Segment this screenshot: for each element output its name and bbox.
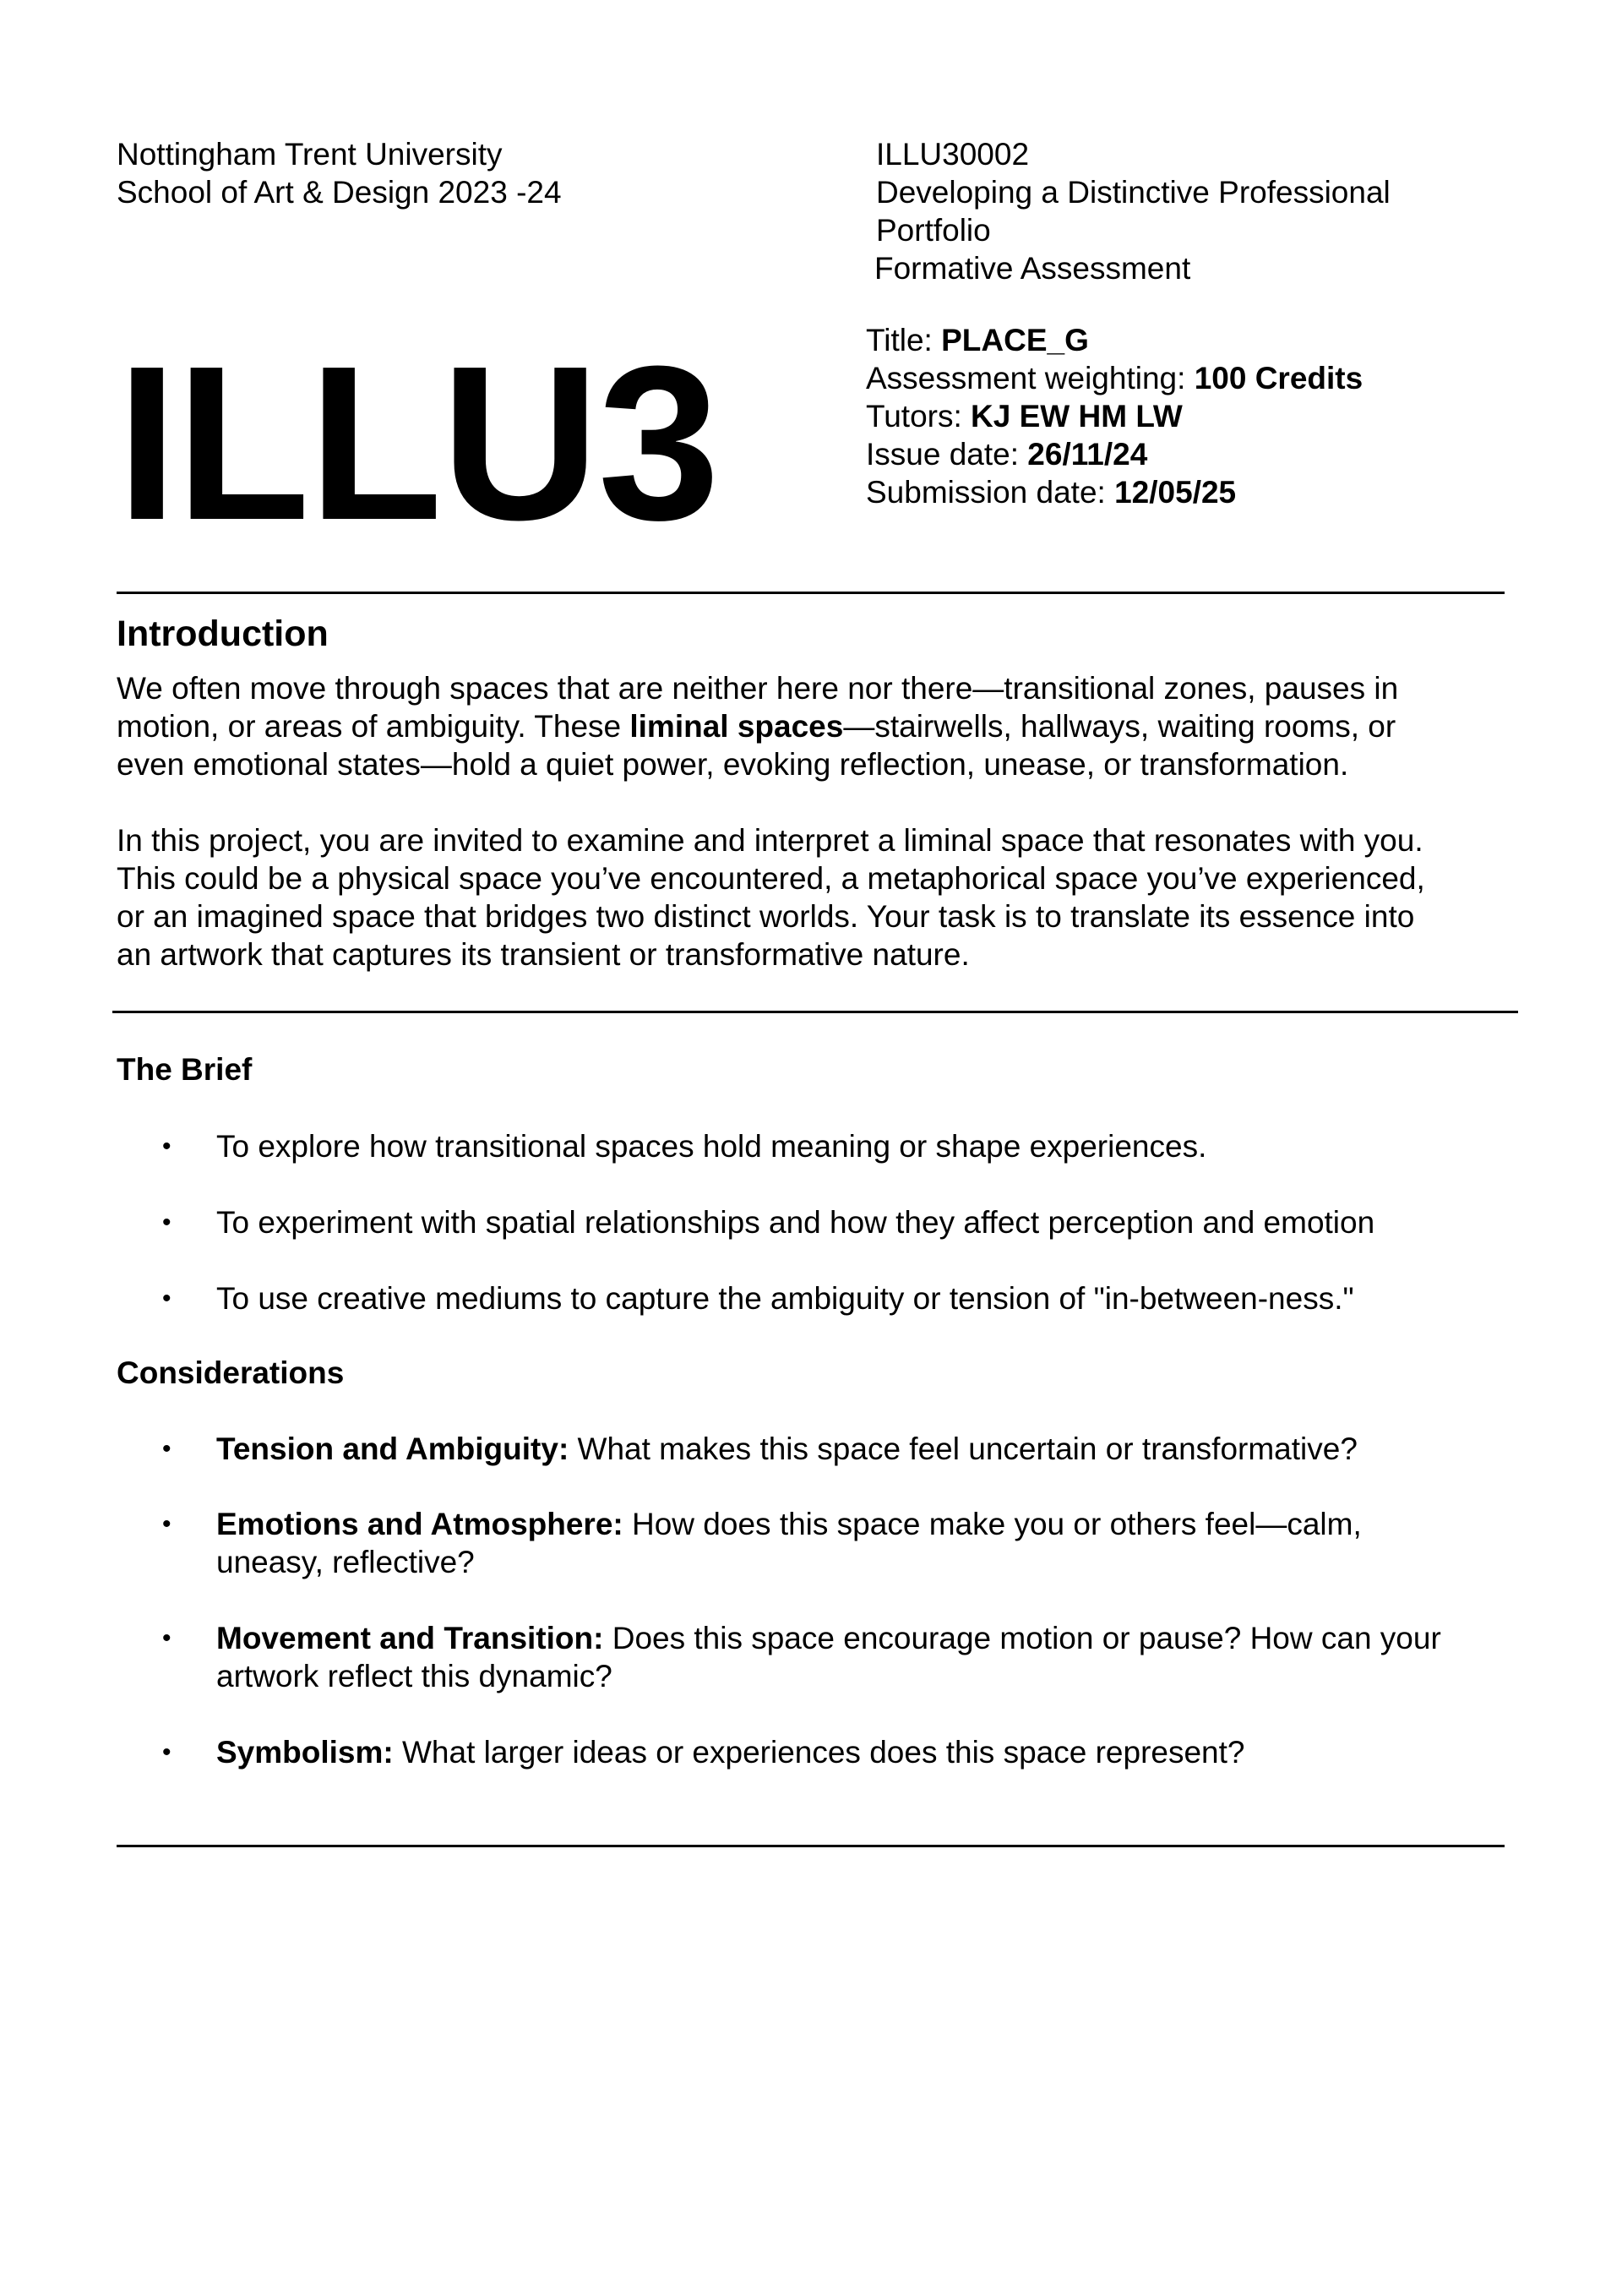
- issue-date-label: Issue date:: [866, 437, 1028, 472]
- consideration-text: Does this space encourage motion or pause? How can your: [603, 1621, 1441, 1655]
- consideration-label: Tension and Ambiguity:: [216, 1432, 569, 1466]
- consideration-label: Symbolism:: [216, 1735, 394, 1770]
- bullet-glyph: •: [162, 1132, 171, 1160]
- consideration-text: What larger ideas or experiences does this space represent?: [393, 1735, 1245, 1770]
- brief-heading: The Brief: [117, 1052, 253, 1087]
- issue-date-row: [866, 435, 1147, 473]
- submission-date-row: [866, 473, 1236, 511]
- consideration-text-continued: uneasy, reflective?: [216, 1545, 475, 1579]
- tutors-value: KJ EW HM LW: [971, 399, 1183, 434]
- title-label: Title:: [866, 323, 942, 357]
- intro-paragraph-1-line-3: even emotional states—hold a quiet power, evoking reflection, unease, or transformation.: [117, 747, 1349, 782]
- bullet-glyph: •: [162, 1284, 171, 1312]
- title-row: [866, 321, 1089, 359]
- module-code: ILLU30002: [876, 137, 1030, 172]
- intro-paragraph-1-line-2: [117, 707, 1519, 745]
- consideration-item: [216, 1430, 1358, 1468]
- consideration-item: [216, 1733, 1244, 1771]
- considerations-heading: Considerations: [117, 1355, 345, 1390]
- intro-paragraph-2-line-4: an artwork that captures its transient or transformative nature.: [117, 937, 970, 972]
- bullet-glyph: •: [162, 1510, 171, 1538]
- weighting-value: 100 Credits: [1194, 361, 1363, 395]
- module-code-display: ILLU3: [117, 321, 719, 566]
- intro-paragraph-1-line-1: We often move through spaces that are neither here nor there—transitional zones, pauses in: [117, 671, 1399, 706]
- module-title-line-1: Developing a Distinctive Professional: [876, 175, 1391, 210]
- consideration-text-continued: artwork reflect this dynamic?: [216, 1659, 612, 1693]
- consideration-item: [216, 1505, 1362, 1543]
- intro-paragraph-2-line-2: This could be a physical space you’ve encountered, a metaphorical space you’ve experienced,: [117, 861, 1425, 896]
- consideration-label: Movement and Transition:: [216, 1621, 604, 1655]
- divider-top: [117, 592, 1505, 594]
- intro-paragraph-2-line-3: or an imagined space that bridges two distinct worlds. Your task is to translate its essence into: [117, 899, 1415, 934]
- title-value: PLACE_G: [941, 323, 1089, 357]
- consideration-item: [216, 1619, 1441, 1657]
- institution-name: Nottingham Trent University: [117, 137, 503, 172]
- school-name: School of Art & Design 2023 -24: [117, 175, 562, 210]
- submission-date-label: Submission date:: [866, 475, 1115, 510]
- intro-paragraph-2-line-1: In this project, you are invited to examine and interpret a liminal space that resonates with you.: [117, 823, 1423, 858]
- bullet-glyph: •: [162, 1435, 171, 1463]
- introduction-heading: Introduction: [117, 614, 329, 654]
- bullet-glyph: •: [162, 1624, 171, 1652]
- intro-text: —stairwells, hallways, waiting rooms, or: [843, 709, 1396, 744]
- liminal-spaces-emphasis: liminal spaces: [629, 709, 844, 744]
- consideration-text: How does this space make you or others feel—calm,: [623, 1507, 1362, 1541]
- tutors-row: [866, 397, 1183, 435]
- brief-item: To use creative mediums to capture the ambiguity or tension of "in-between-ness.": [216, 1281, 1354, 1316]
- issue-date-value: 26/11/24: [1027, 437, 1148, 472]
- divider-middle: [112, 1011, 1518, 1013]
- brief-item: To explore how transitional spaces hold meaning or shape experiences.: [216, 1129, 1207, 1164]
- consideration-label: Emotions and Atmosphere:: [216, 1507, 623, 1541]
- weighting-row: [866, 359, 1363, 397]
- brief-item: To experiment with spatial relationships and how they affect perception and emotion: [216, 1205, 1375, 1240]
- divider-bottom: [117, 1845, 1505, 1847]
- submission-date-value: 12/05/25: [1114, 475, 1237, 510]
- bullet-glyph: •: [162, 1208, 171, 1236]
- bullet-glyph: •: [162, 1738, 171, 1766]
- assessment-type: Formative Assessment: [874, 251, 1191, 286]
- intro-text: motion, or areas of ambiguity. These: [117, 709, 630, 744]
- tutors-label: Tutors:: [866, 399, 972, 434]
- consideration-text: What makes this space feel uncertain or transformative?: [569, 1432, 1358, 1466]
- weighting-label: Assessment weighting:: [866, 361, 1195, 395]
- module-title-line-2: Portfolio: [876, 213, 991, 248]
